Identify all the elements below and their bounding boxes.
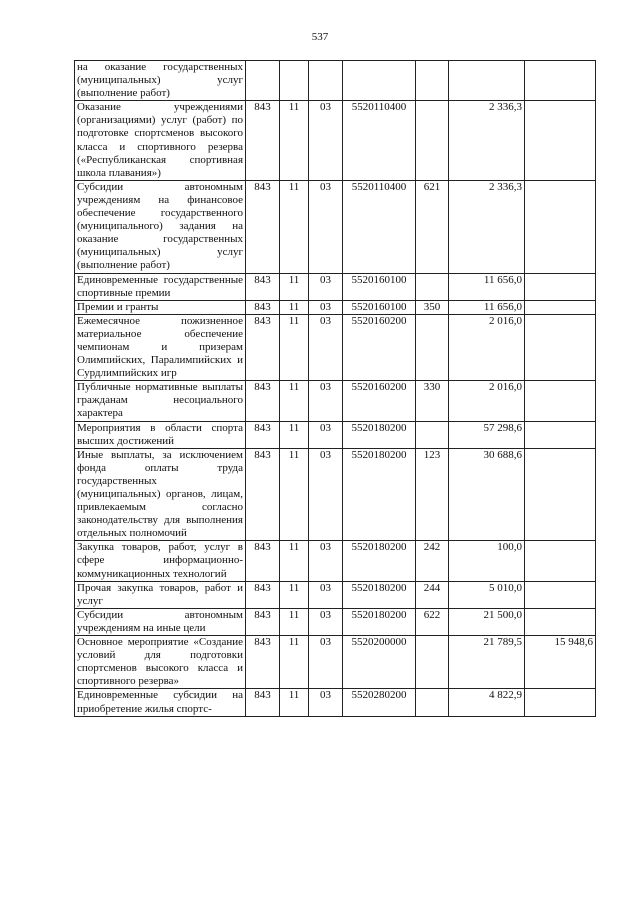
- row-grbs-cell: [246, 61, 280, 101]
- table-row: [75, 581, 596, 608]
- row-subsection-cell: 03: [309, 381, 343, 421]
- row-name-cell: на оказание государственных (муниципальных) услуг (выполнение работ): [75, 61, 246, 101]
- table-row: [75, 273, 596, 300]
- row-subsection-cell: [309, 61, 343, 101]
- row-sum-cell: 21 500,0: [449, 608, 525, 635]
- table-row: [75, 689, 596, 716]
- row-subsection-cell: 03: [309, 421, 343, 448]
- row-expense-type-cell: 242: [416, 541, 449, 581]
- row-expense-type-cell: 622: [416, 608, 449, 635]
- row-expense-type-cell: 244: [416, 581, 449, 608]
- row-expense-type-cell: 123: [416, 448, 449, 541]
- row-name-cell: Единовременные государственные спортивные премии: [75, 273, 246, 300]
- row-sum-extra-cell: [525, 689, 596, 716]
- row-target-article-cell: 5520280200: [343, 689, 416, 716]
- table-row: [75, 421, 596, 448]
- row-target-article-cell: 5520180200: [343, 448, 416, 541]
- row-name-cell: Иные выплаты, за исключением фонда оплаты труда государственных (муниципальных) органов, лицам, привлекаемым согласно законодательству для выполнения отдельных полномочий: [75, 448, 246, 541]
- row-sum-cell: 2 336,3: [449, 101, 525, 181]
- row-name-cell: Оказание учреждениями (организациями) услуг (работ) по подготовке спортсменов высокого класса и спортивного резерва («Республиканская спортивная школа плавания»): [75, 101, 246, 181]
- row-section-cell: [280, 61, 309, 101]
- row-expense-type-cell: [416, 101, 449, 181]
- row-name-cell: Ежемесячное пожизненное материальное обеспечение чемпионам и призерам Олимпийских, Паралимпийских и Сурдлимпийских игр: [75, 314, 246, 380]
- row-grbs-cell: 843: [246, 273, 280, 300]
- row-target-article-cell: [343, 61, 416, 101]
- row-sum-cell: 4 822,9: [449, 689, 525, 716]
- row-target-article-cell: 5520160200: [343, 314, 416, 380]
- row-subsection-cell: 03: [309, 636, 343, 689]
- row-expense-type-cell: [416, 636, 449, 689]
- row-grbs-cell: 843: [246, 421, 280, 448]
- row-name-cell: Единовременные субсидии на приобретение жилья спортс-: [75, 689, 246, 716]
- row-expense-type-cell: 330: [416, 381, 449, 421]
- row-sum-extra-cell: [525, 608, 596, 635]
- row-subsection-cell: 03: [309, 273, 343, 300]
- row-grbs-cell: 843: [246, 541, 280, 581]
- row-grbs-cell: 843: [246, 300, 280, 314]
- row-sum-cell: 100,0: [449, 541, 525, 581]
- row-subsection-cell: 03: [309, 101, 343, 181]
- row-section-cell: 11: [280, 448, 309, 541]
- row-sum-extra-cell: [525, 421, 596, 448]
- row-grbs-cell: 843: [246, 448, 280, 541]
- row-grbs-cell: 843: [246, 314, 280, 380]
- table-row: [75, 180, 596, 273]
- row-sum-extra-cell: [525, 61, 596, 101]
- row-sum-cell: 5 010,0: [449, 581, 525, 608]
- table-row: [75, 636, 596, 689]
- row-subsection-cell: 03: [309, 581, 343, 608]
- row-sum-extra-cell: [525, 273, 596, 300]
- table-row: [75, 61, 596, 101]
- row-grbs-cell: 843: [246, 101, 280, 181]
- row-grbs-cell: 843: [246, 180, 280, 273]
- row-section-cell: 11: [280, 300, 309, 314]
- page-number: 537: [311, 31, 329, 43]
- row-target-article-cell: 5520160100: [343, 273, 416, 300]
- table-row: [75, 541, 596, 581]
- row-sum-extra-cell: 15 948,6: [525, 636, 596, 689]
- row-name-cell: Публичные нормативные выплаты гражданам несоциального характера: [75, 381, 246, 421]
- row-sum-cell: [449, 61, 525, 101]
- row-subsection-cell: 03: [309, 314, 343, 380]
- row-sum-extra-cell: [525, 300, 596, 314]
- row-subsection-cell: 03: [309, 180, 343, 273]
- budget-table: [74, 60, 596, 717]
- row-section-cell: 11: [280, 314, 309, 380]
- table-row: [75, 300, 596, 314]
- row-sum-extra-cell: [525, 381, 596, 421]
- row-target-article-cell: 5520160100: [343, 300, 416, 314]
- row-name-cell: Субсидии автономным учреждениям на иные цели: [75, 608, 246, 635]
- row-expense-type-cell: [416, 273, 449, 300]
- row-target-article-cell: 5520110400: [343, 180, 416, 273]
- row-section-cell: 11: [280, 381, 309, 421]
- row-target-article-cell: 5520180200: [343, 541, 416, 581]
- row-section-cell: 11: [280, 541, 309, 581]
- row-sum-extra-cell: [525, 448, 596, 541]
- row-name-cell: Премии и гранты: [75, 300, 246, 314]
- row-name-cell: Мероприятия в области спорта высших достижений: [75, 421, 246, 448]
- row-sum-cell: 2 016,0: [449, 314, 525, 380]
- row-target-article-cell: 5520180200: [343, 421, 416, 448]
- table-row: [75, 381, 596, 421]
- table-row: [75, 448, 596, 541]
- row-sum-extra-cell: [525, 581, 596, 608]
- row-subsection-cell: 03: [309, 448, 343, 541]
- row-target-article-cell: 5520180200: [343, 581, 416, 608]
- row-sum-extra-cell: [525, 180, 596, 273]
- row-target-article-cell: 5520110400: [343, 101, 416, 181]
- row-section-cell: 11: [280, 180, 309, 273]
- row-target-article-cell: 5520200000: [343, 636, 416, 689]
- row-subsection-cell: 03: [309, 300, 343, 314]
- row-section-cell: 11: [280, 689, 309, 716]
- row-section-cell: 11: [280, 581, 309, 608]
- row-target-article-cell: 5520160200: [343, 381, 416, 421]
- row-subsection-cell: 03: [309, 541, 343, 581]
- table-row: [75, 608, 596, 635]
- row-grbs-cell: 843: [246, 608, 280, 635]
- row-sum-cell: 2 336,3: [449, 180, 525, 273]
- row-expense-type-cell: 621: [416, 180, 449, 273]
- row-sum-cell: 21 789,5: [449, 636, 525, 689]
- table-body: [75, 61, 596, 717]
- row-expense-type-cell: 350: [416, 300, 449, 314]
- row-section-cell: 11: [280, 608, 309, 635]
- row-sum-extra-cell: [525, 314, 596, 380]
- row-name-cell: Прочая закупка товаров, работ и услуг: [75, 581, 246, 608]
- row-expense-type-cell: [416, 689, 449, 716]
- table-row: [75, 101, 596, 181]
- row-subsection-cell: 03: [309, 689, 343, 716]
- row-section-cell: 11: [280, 636, 309, 689]
- row-subsection-cell: 03: [309, 608, 343, 635]
- row-expense-type-cell: [416, 314, 449, 380]
- row-grbs-cell: 843: [246, 689, 280, 716]
- row-section-cell: 11: [280, 101, 309, 181]
- row-expense-type-cell: [416, 421, 449, 448]
- row-grbs-cell: 843: [246, 381, 280, 421]
- table-row: [75, 314, 596, 380]
- row-sum-cell: 11 656,0: [449, 300, 525, 314]
- row-name-cell: Субсидии автономным учреждениям на финансовое обеспечение государственного (муниципального) задания на оказание государственных (муниципальных) услуг (выполнение работ): [75, 180, 246, 273]
- row-sum-cell: 11 656,0: [449, 273, 525, 300]
- row-expense-type-cell: [416, 61, 449, 101]
- row-section-cell: 11: [280, 421, 309, 448]
- row-sum-extra-cell: [525, 101, 596, 181]
- row-name-cell: Основное мероприятие «Создание условий для подготовки спортсменов высокого класса и спортивного резерва»: [75, 636, 246, 689]
- row-section-cell: 11: [280, 273, 309, 300]
- row-sum-extra-cell: [525, 541, 596, 581]
- row-name-cell: Закупка товаров, работ, услуг в сфере информационно-коммуникационных технологий: [75, 541, 246, 581]
- row-target-article-cell: 5520180200: [343, 608, 416, 635]
- row-sum-cell: 30 688,6: [449, 448, 525, 541]
- row-sum-cell: 57 298,6: [449, 421, 525, 448]
- row-grbs-cell: 843: [246, 636, 280, 689]
- row-grbs-cell: 843: [246, 581, 280, 608]
- row-sum-cell: 2 016,0: [449, 381, 525, 421]
